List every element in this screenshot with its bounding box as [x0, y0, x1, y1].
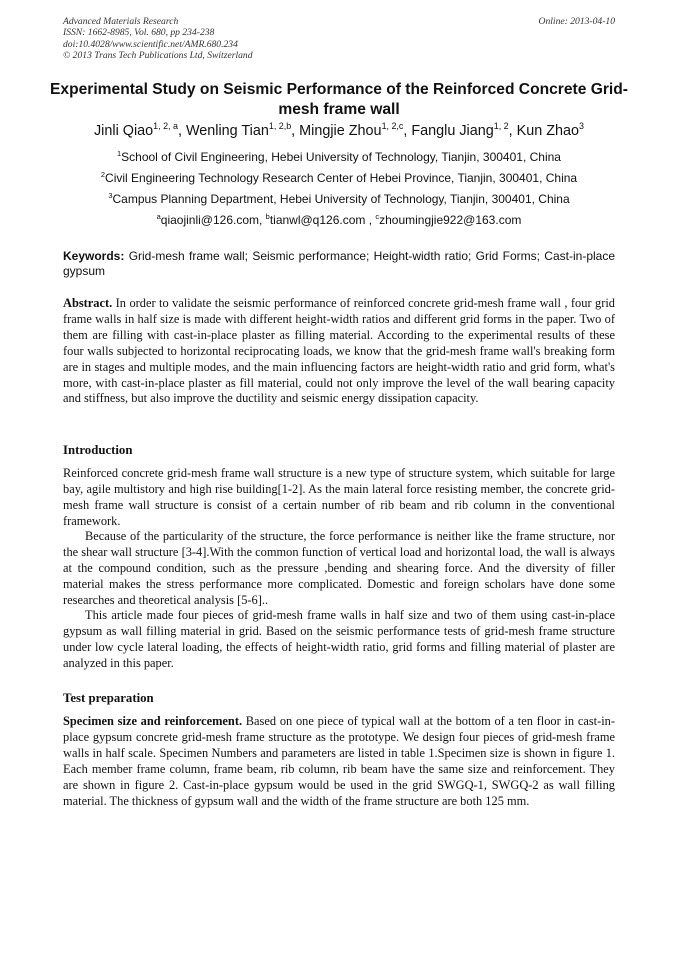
specimen-text: Based on one piece of typical wall at the bottom of a ten floor in cast-in-place gypsum concrete grid-mesh frame structure as the prototype. We design four pieces of grid-mesh frame walls in half scale. Specimen Numbers and parameters are listed in table 1.Specimen size is shown in figure 1. Each member frame column, frame beam, rib column, rib beam have the same size and reinforcement. They are shown in figure 2. Cast-in-place gypsum would be used in the grid SWGQ-1, SWGQ-2 as wall filling material. The thickness of gypsum wall and the width of the frame structure are both 125 mm. [63, 714, 615, 808]
keywords-label: Keywords: [63, 249, 125, 263]
author-list [20, 122, 658, 140]
email-list: $^a$qiaojinli@126.com, $^b$tianwl@q126.com , $^c$zhoumingjie922@163.com [156, 212, 522, 227]
specimen-paragraph [63, 714, 615, 809]
affiliation-3: $^3$Campus Planning Department, Hebei University of Technology, Tianjin, 300401, China [108, 191, 570, 206]
abstract-text: In order to validate the seismic performance of reinforced concrete grid-mesh frame wall , four grid frame walls in half size is made with different height-width ratios and different grid forms in the paper. Two of them are filling with cast-in-place plaster as filling material. According to the experimental results of these four walls subjected to horizontal reciprocating loads, we know that the grid-mesh frame wall's breaking form are in stages and multiple modes, and the main influencing factors are height-width ratio and grid form, what's more, with cast-in-place plaster as fill material, could not only improve the level of the wall bearing capacity and stiffness, but also improve the ductility and seismic energy dissipation capacity. [63, 296, 615, 406]
copyright-line: © 2013 Trans Tech Publications Ltd, Switzerland [63, 49, 253, 61]
test-preparation-heading: Test preparation [63, 691, 154, 705]
online-date: Online: 2013-04-10 [538, 16, 615, 27]
author: Kun Zhao$^3$ [516, 121, 584, 139]
author: Jinli Qiao$^{1, 2, a}$, [93, 121, 186, 139]
abstract [63, 296, 615, 407]
issn-line: ISSN: 1662-8985, Vol. 680, pp 234-238 [63, 27, 215, 39]
abstract-label: Abstract. [63, 296, 113, 310]
specimen-lead: Specimen size and reinforcement. [63, 714, 243, 728]
keywords-text: Grid-mesh frame wall; Seismic performance; Height-width ratio; Grid Forms; Cast-in-place gypsum [63, 249, 616, 278]
introduction-heading: Introduction [63, 443, 133, 457]
author: Wenling Tian$^{1, 2,b}$, [185, 121, 300, 139]
author: Fanglu Jiang$^{1, 2}$, [411, 121, 517, 139]
affiliation-2: $^2$Civil Engineering Technology Research Center of Hebei Province, Tianjin, 300401, China [100, 170, 578, 185]
doi-line: doi:10.4028/www.scientific.net/AMR.680.234 [63, 38, 238, 50]
journal-name: Advanced Materials Research [63, 16, 179, 27]
paper-title: Experimental Study on Seismic Performance of the Reinforced Concrete Grid-mesh frame wall [50, 81, 628, 118]
intro-paragraph-2: Because of the particularity of the structure, the force performance is neither like the frame structure, nor the shear wall structure [3-4].With the common function of vertical load and horizontal load, the wall is always at the compound condition, such as the pressure ,bending and shearing force. And the diversity of filler material makes the stress performance more complicated. Domestic and foreign scholars have done some researches and theoretical analysis [5-6].. [63, 529, 615, 607]
intro-paragraph-3: This article made four pieces of grid-mesh frame walls in half size and two of them using cast-in-place gypsum as wall filling material in grid. Based on the seismic performance tests of grid-mesh frame structure under low cycle lateral loading, the effects of height-width ratio, grid forms and filling material of plaster are analyzed in this paper. [63, 608, 615, 670]
keywords [63, 249, 615, 278]
intro-paragraph-1: Reinforced concrete grid-mesh frame wall structure is a new type of structure system, which suitable for large bay, agile multistory and high rise building[1-2]. As the main lateral force resisting member, the concrete grid-mesh frame wall structure is consist of a certain number of rib beam and rib column in the conventional framework. [63, 466, 615, 528]
journal-header [63, 16, 615, 61]
affiliation-1: $^1$School of Civil Engineering, Hebei University of Technology, Tianjin, 300401, China [117, 149, 561, 164]
author: Mingjie Zhou$^{1, 2,c}$, [299, 121, 412, 139]
